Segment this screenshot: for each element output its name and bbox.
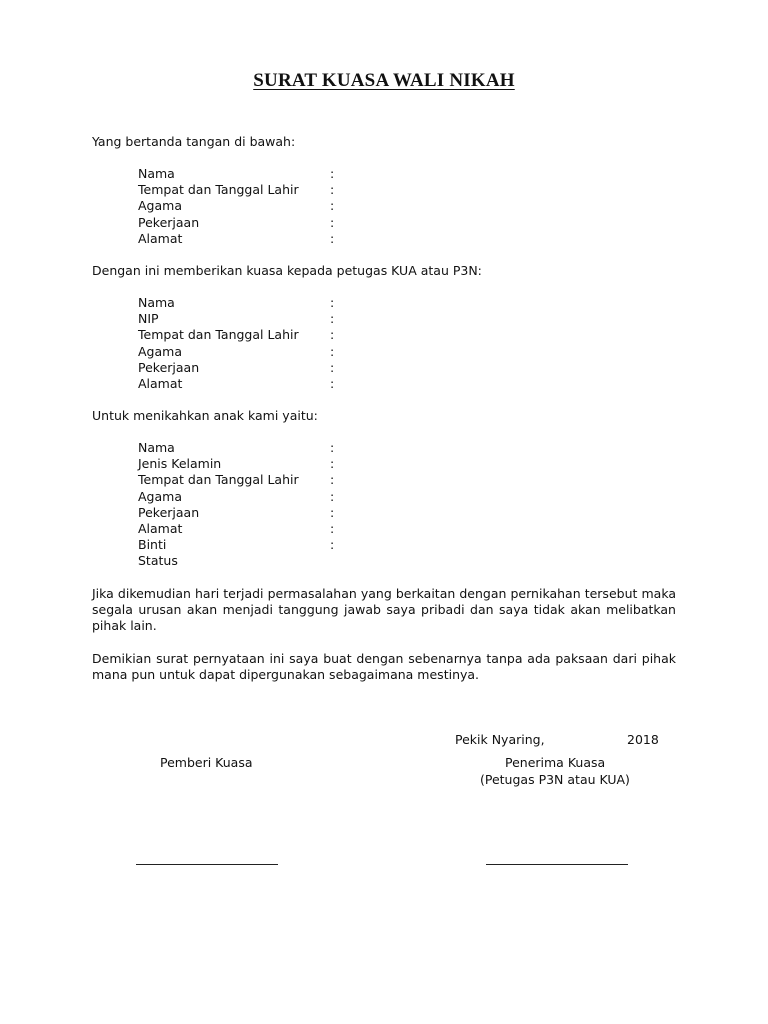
grantor-label: Pemberi Kuasa bbox=[160, 755, 253, 770]
grantee-note: (Petugas P3N atau KUA) bbox=[480, 772, 630, 787]
document-title: SURAT KUASA WALI NIKAH bbox=[253, 70, 515, 91]
field-row bbox=[138, 215, 340, 231]
grantee-signature-line bbox=[486, 864, 628, 865]
field-colon bbox=[330, 553, 340, 569]
field-colon: : bbox=[330, 311, 335, 327]
field-row bbox=[138, 311, 340, 327]
field-label: Pekerjaan bbox=[138, 504, 200, 520]
section1-fields bbox=[138, 166, 340, 247]
field-row bbox=[138, 231, 340, 247]
field-row bbox=[138, 198, 340, 214]
section3-fields bbox=[138, 440, 340, 570]
field-colon: : bbox=[330, 214, 335, 230]
closing-paragraph: Demikian surat pernyataan ini saya buat dengan sebenarnya tanpa ada paksaan dari pihak mana pun untuk dapat dipergunakan sebagaimana mestinya. bbox=[92, 651, 676, 683]
field-colon: : bbox=[330, 504, 335, 520]
field-colon: : bbox=[330, 343, 335, 359]
field-label: Nama bbox=[138, 166, 175, 181]
field-colon: : bbox=[330, 456, 335, 472]
field-label: Binti bbox=[138, 537, 167, 553]
field-label: Status bbox=[138, 553, 178, 569]
field-label: Agama bbox=[138, 488, 182, 504]
field-colon: : bbox=[330, 198, 335, 214]
field-colon: : bbox=[330, 537, 335, 553]
field-row bbox=[138, 376, 340, 392]
grantor-signature-line bbox=[136, 864, 278, 865]
field-label: NIP bbox=[138, 311, 159, 327]
field-row bbox=[138, 166, 340, 182]
field-colon: : bbox=[330, 375, 335, 391]
place-text: Pekik Nyaring, bbox=[455, 732, 545, 747]
field-row bbox=[138, 360, 340, 376]
field-label: Nama bbox=[138, 295, 175, 310]
field-colon: : bbox=[330, 359, 335, 375]
section2-intro: Dengan ini memberikan kuasa kepada petugas KUA atau P3N: bbox=[92, 263, 482, 278]
field-row bbox=[138, 182, 340, 198]
section1-intro: Yang bertanda tangan di bawah: bbox=[92, 134, 296, 149]
field-colon: : bbox=[330, 230, 335, 246]
grantee-label: Penerima Kuasa bbox=[505, 755, 606, 770]
field-colon: : bbox=[330, 295, 335, 310]
section3-intro: Untuk menikahkan anak kami yaitu: bbox=[92, 408, 318, 423]
field-label: Alamat bbox=[138, 375, 183, 391]
field-colon: : bbox=[330, 472, 335, 488]
field-label: Alamat bbox=[138, 230, 183, 246]
field-row bbox=[138, 295, 340, 311]
field-row bbox=[138, 440, 340, 456]
field-row bbox=[138, 489, 340, 505]
field-label: Jenis Kelamin bbox=[138, 456, 222, 472]
liability-paragraph: Jika dikemudian hari terjadi permasalahan yang berkaitan dengan pernikahan tersebut maka segala urusan akan menjadi tanggung jawab saya pribadi dan saya tidak akan melibatkan pihak lain. bbox=[92, 586, 676, 634]
field-label: Tempat dan Tanggal Lahir bbox=[138, 472, 299, 488]
field-label: Nama bbox=[138, 440, 175, 455]
field-colon: : bbox=[330, 488, 335, 504]
field-colon: : bbox=[330, 327, 335, 343]
field-label: Agama bbox=[138, 198, 182, 214]
field-colon: : bbox=[330, 440, 335, 455]
field-row bbox=[138, 472, 340, 488]
field-label: Tempat dan Tanggal Lahir bbox=[138, 327, 299, 343]
field-label: Pekerjaan bbox=[138, 359, 200, 375]
field-label: Pekerjaan bbox=[138, 214, 200, 230]
field-row bbox=[138, 344, 340, 360]
field-label: Alamat bbox=[138, 520, 183, 536]
field-row bbox=[138, 327, 340, 343]
field-label: Tempat dan Tanggal Lahir bbox=[138, 182, 299, 198]
field-row bbox=[138, 456, 340, 472]
field-colon: : bbox=[330, 182, 335, 198]
field-row bbox=[138, 553, 340, 569]
field-colon: : bbox=[330, 520, 335, 536]
year-text: 2018 bbox=[627, 732, 659, 747]
field-row bbox=[138, 537, 340, 553]
field-row bbox=[138, 521, 340, 537]
field-label: Agama bbox=[138, 343, 182, 359]
field-colon: : bbox=[330, 166, 335, 181]
field-row bbox=[138, 505, 340, 521]
section2-fields bbox=[138, 295, 340, 392]
